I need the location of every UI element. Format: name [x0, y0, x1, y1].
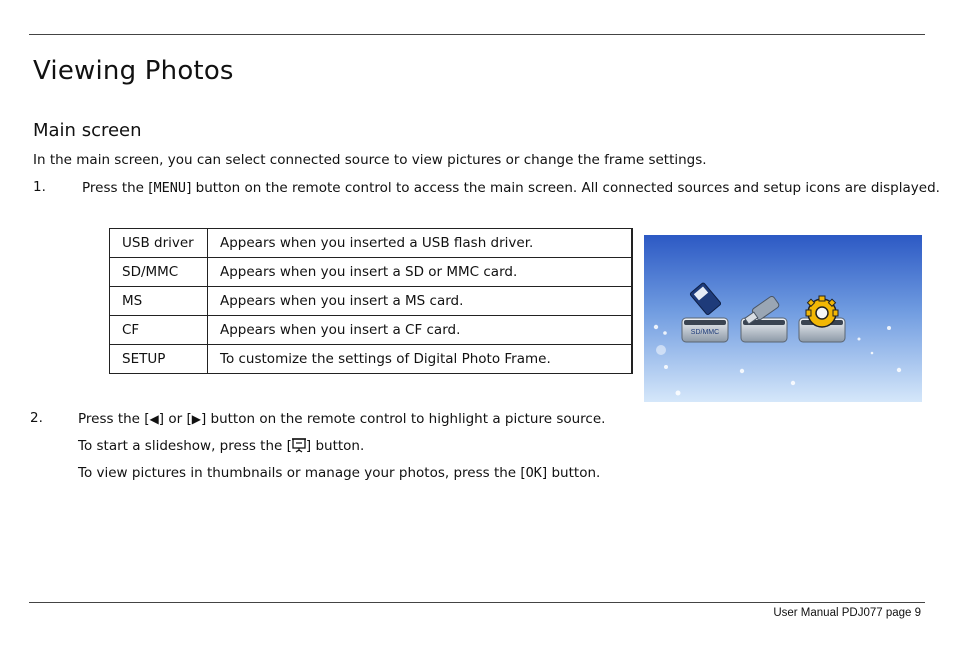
- step-2-text-a: Press the [: [78, 411, 150, 427]
- source-cell: USB driver: [110, 229, 208, 258]
- source-cell: CF: [110, 316, 208, 345]
- step-2-line-3-b: ] button.: [541, 465, 601, 481]
- source-cell: MS: [110, 287, 208, 316]
- description-cell: Appears when you insert a CF card.: [208, 316, 633, 345]
- table-row: [110, 287, 633, 316]
- step-2-line-2-b: ] button.: [305, 438, 365, 454]
- step-2-text-c: ] button on the remote control to highlight a picture source.: [200, 411, 606, 427]
- description-cell: Appears when you insert a SD or MMC card.: [208, 258, 633, 287]
- step-1-before: Press the [: [82, 180, 154, 196]
- screen-sd-mmc-label: SD/MMC: [690, 329, 720, 336]
- slideshow-icon: [292, 438, 306, 453]
- intro-paragraph: In the main screen, you can select connected source to view pictures or change the frame settings.: [33, 152, 707, 168]
- page-footer: User Manual PDJ077 page 9: [773, 607, 921, 619]
- step-2-text-b: ] or [: [158, 411, 192, 427]
- table-row: [110, 229, 633, 258]
- source-table: [109, 228, 633, 374]
- step-1-number: 1.: [33, 179, 46, 195]
- description-cell: To customize the settings of Digital Photo Frame.: [208, 345, 633, 374]
- step-2-number: 2.: [30, 410, 43, 426]
- step-2-line-2: [78, 437, 364, 455]
- table-row: [110, 258, 633, 287]
- source-cell: SD/MMC: [110, 258, 208, 287]
- table-row: [110, 345, 633, 374]
- step-1-text: [82, 179, 940, 197]
- step-1-after: ] button on the remote control to access the main screen. All connected sources and setup icons are displayed.: [186, 180, 940, 196]
- section-title: Main screen: [33, 120, 142, 141]
- page-title: Viewing Photos: [33, 56, 234, 86]
- step-2-line-3: [78, 464, 600, 482]
- right-triangle-icon: ▶: [191, 412, 201, 426]
- step-2-line-2-a: To start a slideshow, press the [: [78, 438, 292, 454]
- ok-key: OK: [525, 465, 542, 481]
- description-cell: Appears when you insert a MS card.: [208, 287, 633, 316]
- table-row: [110, 316, 633, 345]
- menu-key: MENU: [153, 180, 187, 196]
- bottom-rule: [29, 602, 925, 603]
- top-rule: [29, 34, 925, 35]
- source-cell: SETUP: [110, 345, 208, 374]
- left-triangle-icon: ◀: [149, 412, 159, 426]
- description-cell: Appears when you inserted a USB flash driver.: [208, 229, 633, 258]
- step-2-line-1: [78, 410, 605, 428]
- main-screen-illustration: [644, 235, 922, 402]
- step-2-line-3-a: To view pictures in thumbnails or manage your photos, press the [: [78, 465, 526, 481]
